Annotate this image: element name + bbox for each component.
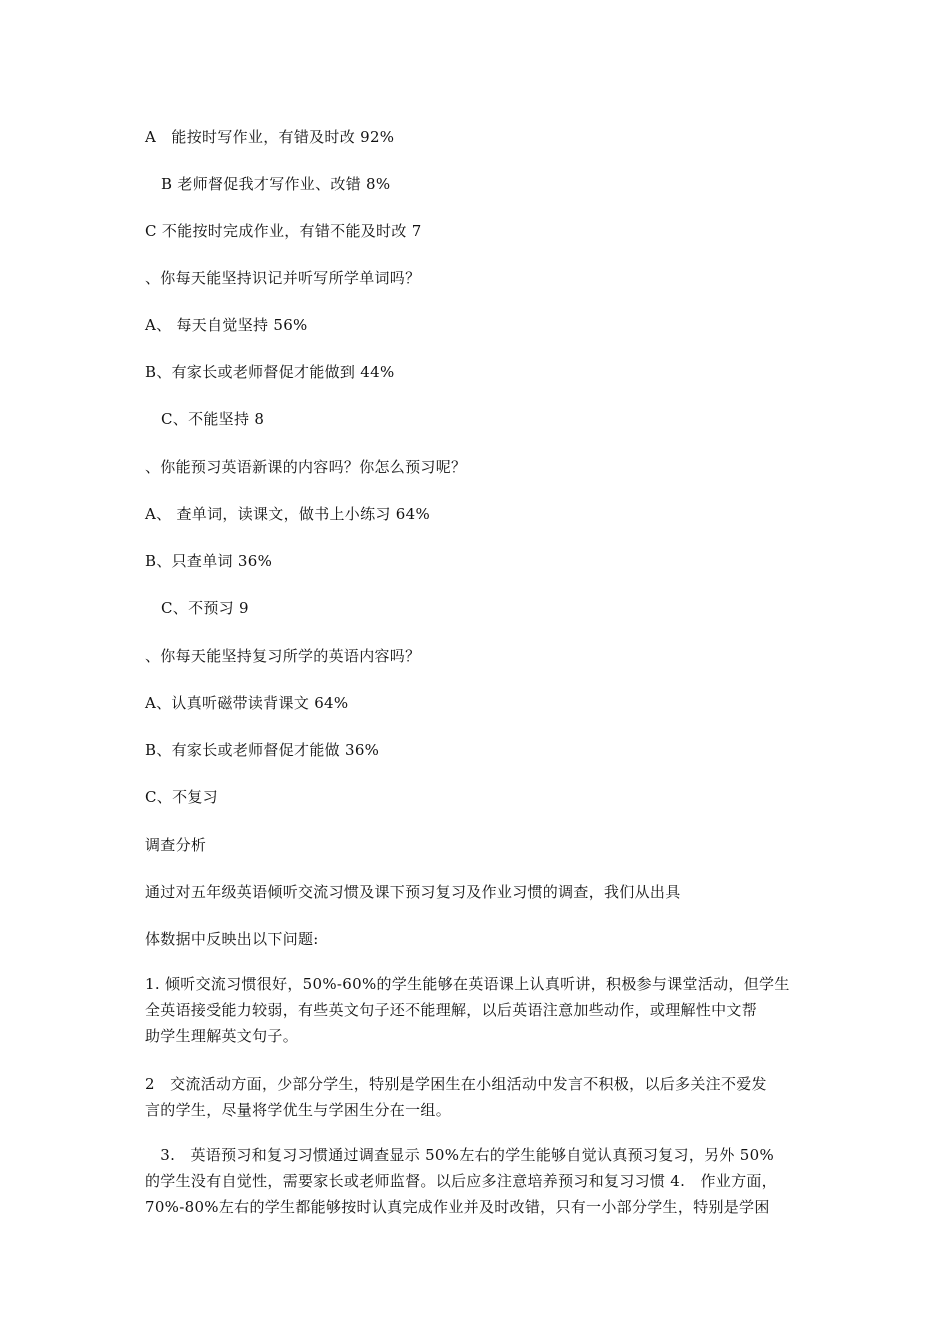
option-c-homework: C 不能按时完成作业，有错不能及时改 7 [145, 222, 422, 240]
finding-3-line: 的学生没有自觉性，需要家长或老师监督。以后应多注意培养预习和复习习惯 4. 作业方面， [145, 1172, 777, 1190]
option-a-vocabulary: A、 每天自觉坚持 56% [145, 316, 308, 334]
finding-2-line: 言的学生，尽量将学优生与学困生分在一组。 [145, 1101, 452, 1119]
finding-1-paragraph [145, 971, 810, 1049]
finding-2-line: 2 交流活动方面，少部分学生，特别是学困生在小组活动中发言不积极，以后多关注不爱发 [145, 1075, 767, 1093]
analysis-intro-line-1: 通过对五年级英语倾听交流习惯及课下预习复习及作业习惯的调查，我们从出具 [145, 883, 681, 901]
option-b-homework: B 老师督促我才写作业、改错 8% [161, 175, 391, 193]
option-c-vocabulary: C、不能坚持 8 [161, 410, 265, 428]
option-c-preview: C、不预习 9 [161, 599, 249, 617]
analysis-intro-line-2: 体数据中反映出以下问题: [145, 930, 319, 948]
option-a-review: A、认真听磁带读背课文 64% [145, 694, 349, 712]
option-b-vocabulary: B、有家长或老师督促才能做到 44% [145, 363, 395, 381]
option-a-homework: A 能按时写作业，有错及时改 92% [145, 128, 395, 146]
finding-1-line: 全英语接受能力较弱，有些英文句子还不能理解，以后英语注意加些动作，或理解性中文帮 [145, 1001, 758, 1019]
option-b-preview: B、只查单词 36% [145, 552, 273, 570]
finding-2-paragraph [145, 1071, 810, 1123]
finding-3-line: 3. 英语预习和复习习惯通过调查显示 50%左右的学生能够自觉认真预习复习，另外 50% [145, 1146, 775, 1164]
finding-3-line: 70%-80%左右的学生都能够按时认真完成作业并及时改错，只有一小部分学生，特别是学困 [145, 1198, 770, 1216]
option-b-review: B、有家长或老师督促才能做 36% [145, 741, 380, 759]
section-heading-analysis: 调查分析 [145, 836, 207, 854]
option-c-review: C、不复习 [145, 788, 218, 806]
finding-1-line: 助学生理解英文句子。 [145, 1027, 299, 1045]
question-vocabulary: 、你每天能坚持识记并听写所学单词吗？ [145, 269, 421, 287]
question-preview: 、你能预习英语新课的内容吗？你怎么预习呢？ [145, 458, 467, 476]
finding-3-paragraph [145, 1142, 810, 1220]
option-a-preview: A、 查单词，读课文，做书上小练习 64% [145, 505, 431, 523]
question-review: 、你每天能坚持复习所学的英语内容吗？ [145, 647, 421, 665]
finding-1-line: 1. 倾听交流习惯很好，50%-60%的学生能够在英语课上认真听讲，积极参与课堂活动，但学生 [145, 975, 790, 993]
